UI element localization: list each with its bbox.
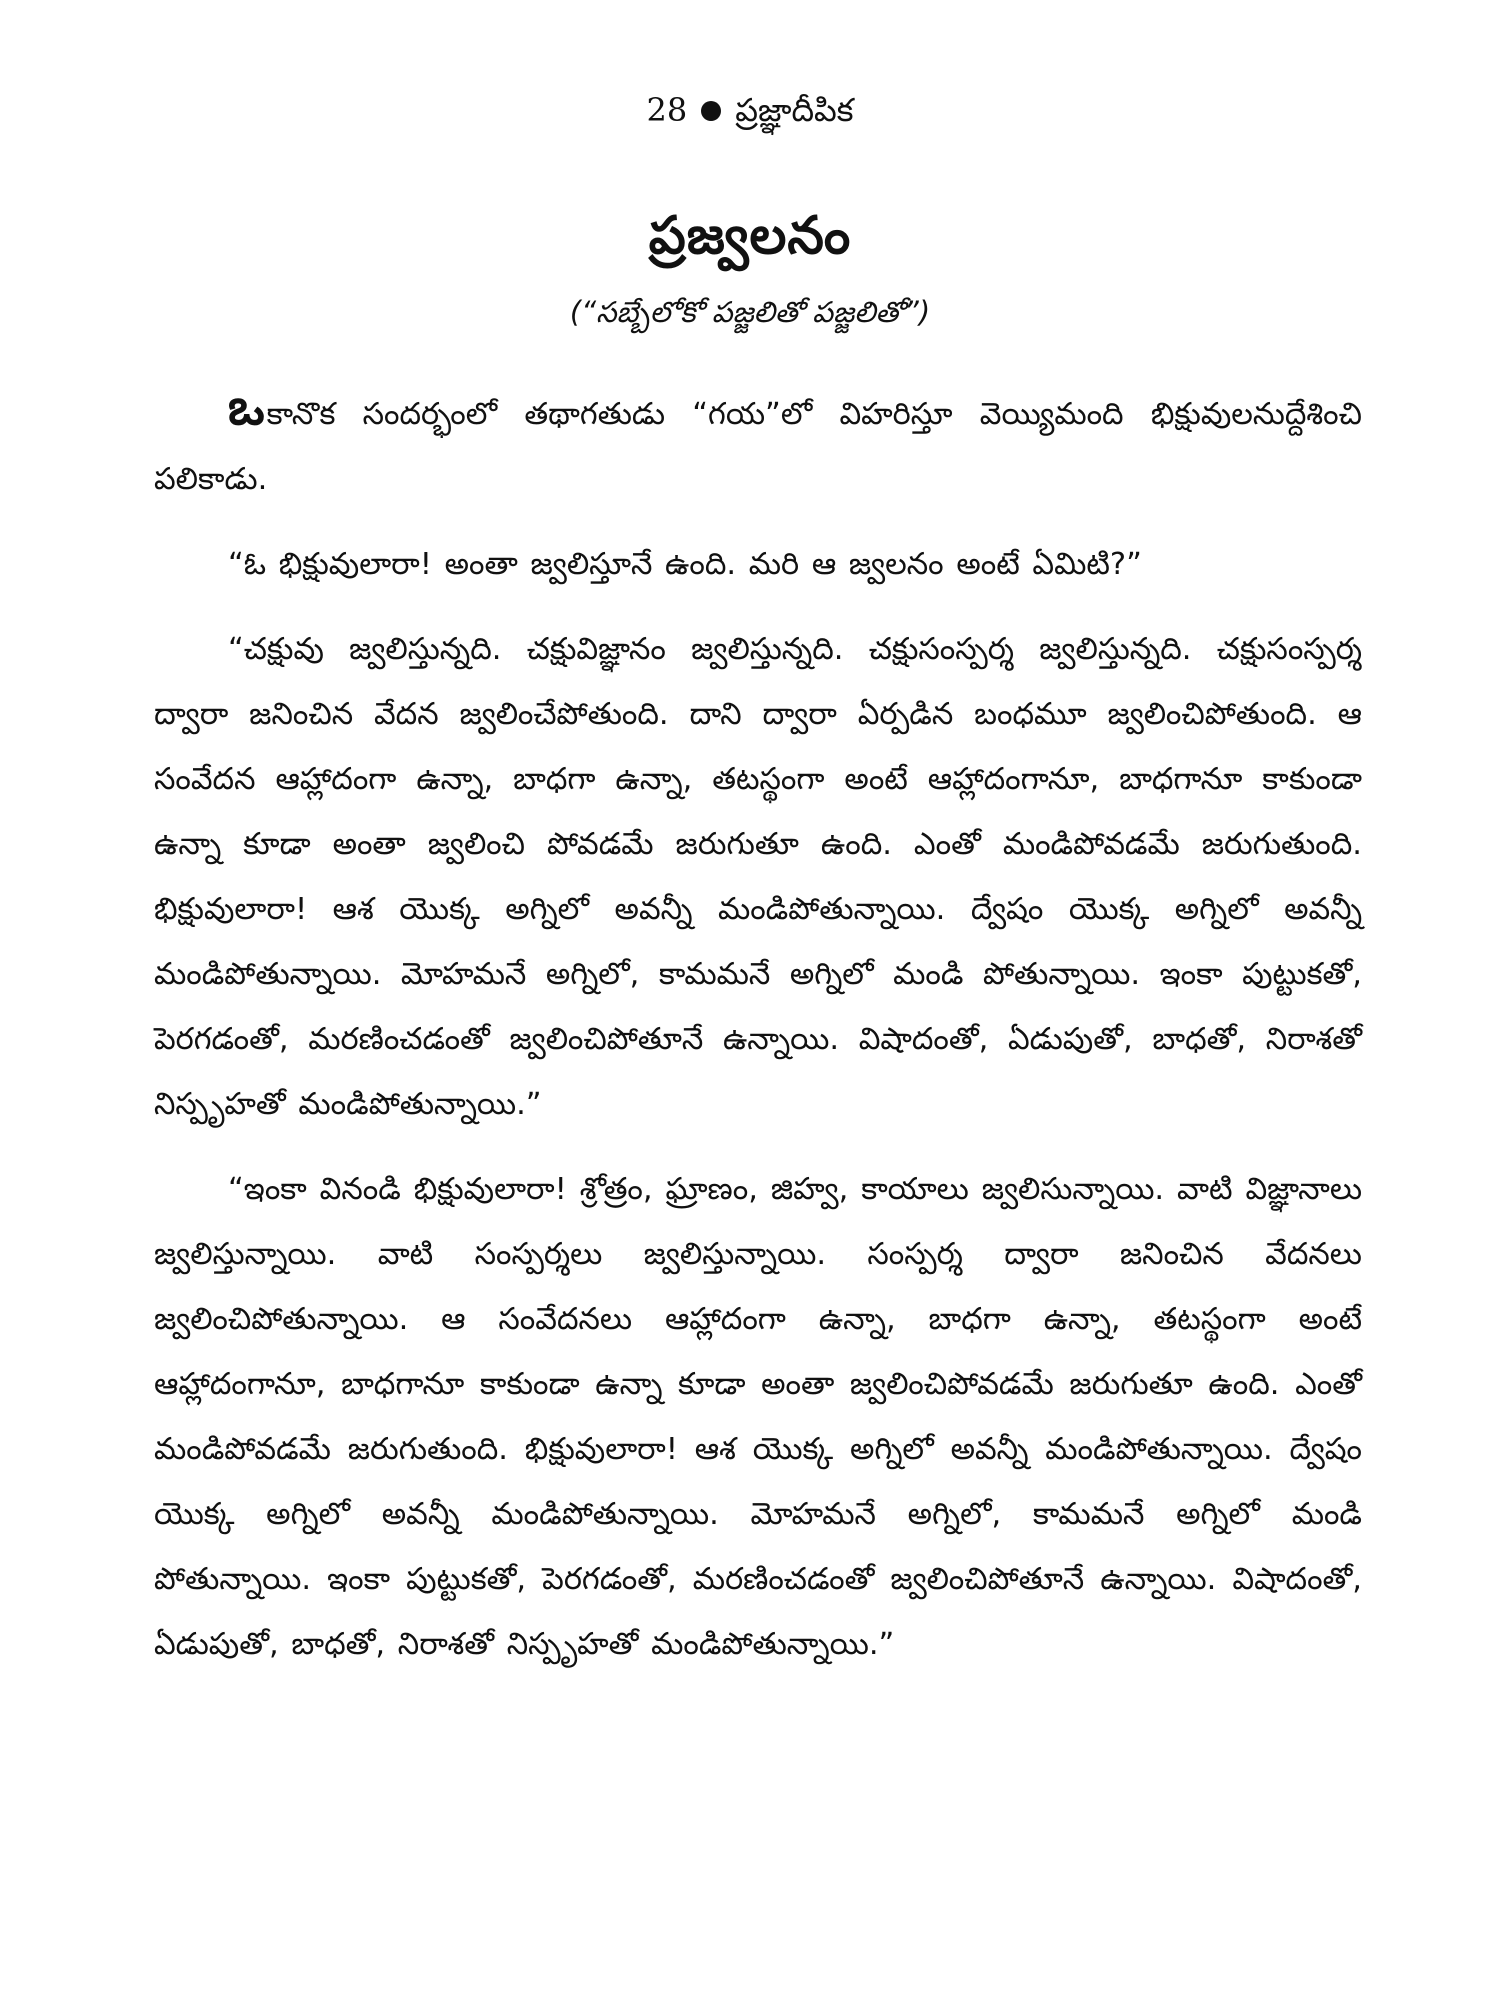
chapter-subtitle: (“సబ్బేలోకో పజ్జలితో పజ్జలితో”) <box>569 295 931 329</box>
paragraph-4: “ఇంకా వినండి భిక్షువులారా! శ్రోత్రం, ఘ్రాణం, జిహ్వ, కాయాలు జ్వలిసున్నాయి. వాటి విజ్ఞానాలు జ్వలిస్తున్నాయి. వాటి సంస్పర్శలు జ్వలిస్తున్నాయి. సంస్పర్శ ద్వారా జనించిన వేదనలు జ్వలించిపోతున్నాయి. ఆ సంవేదనలు ఆహ్లాదంగా ఉన్నా, బాధగా ఉన్నా, తటస్థంగా అంటే ఆహ్లాదంగానూ, బాధగానూ కాకుండా ఉన్నా కూడా అంతా జ్వలించిపోవడమే జరుగుతూ ఉంది. ఎంతో మండిపోవడమే జరుగుతుంది. భిక్షువులారా! ఆశ యొక్క అగ్నిలో అవన్నీ మండిపోతున్నాయి. ద్వేషం యొక్క అగ్నిలో అవన్నీ మండిపోతున్నాయి. మోహమనే అగ్నిలో, కామమనే అగ్నిలో మండి పోతున్నాయి. ఇంకా పుట్టుకతో, పెరగడంతో, మరణించడంతో జ్వలించిపోతూనే ఉన్నాయి. విషాదంతో, ఏడుపుతో, బాధతో, నిరాశతో నిస్పృహతో మండిపోతున్నాయి.” <box>154 1172 1362 1662</box>
bullet-separator-icon <box>701 101 721 121</box>
paragraph-3: “చక్షువు జ్వలిస్తున్నది. చక్షువిజ్ఞానం జ్వలిస్తున్నది. చక్షుసంస్పర్శ జ్వలిస్తున్నది. చక్షుసంస్పర్శ ద్వారా జనించిన వేదన జ్వలించేపోతుంది. దాని ద్వారా ఏర్పడిన బంధమూ జ్వలించిపోతుంది. ఆ సంవేదన ఆహ్లాదంగా ఉన్నా, బాధగా ఉన్నా, తటస్థంగా అంటే ఆహ్లాదంగానూ, బాధగానూ కాకుండా ఉన్నా కూడా అంతా జ్వలించి పోవడమే జరుగుతూ ఉంది. ఎంతో మండిపోవడమే జరుగుతుంది. భిక్షువులారా! ఆశ యొక్క అగ్నిలో అవన్నీ మండిపోతున్నాయి. ద్వేషం యొక్క అగ్నిలో అవన్నీ మండిపోతున్నాయి. మోహమనే అగ్నిలో, కామమనే అగ్నిలో మండి పోతున్నాయి. ఇంకా పుట్టుకతో, పెరగడంతో, మరణించడంతో జ్వలించిపోతూనే ఉన్నాయి. విషాదంతో, ఏడుపుతో, బాధతో, నిరాశతో నిస్పృహతో మండిపోతున్నాయి.” <box>154 632 1362 1122</box>
page-number: 28 <box>646 91 688 129</box>
body-text <box>154 378 1362 1697</box>
paragraph-1 <box>154 378 1362 512</box>
running-header <box>0 88 1500 132</box>
paragraph-2: “ఓ భిక్షువులారా! అంతా జ్వలిస్తూనే ఉంది. మరి ఆ జ్వలనం అంటే ఏమిటి?” <box>228 547 1142 582</box>
drop-cap: ఒ <box>228 378 265 436</box>
book-title: ప్రజ్ఞాదీపిక <box>735 91 854 129</box>
chapter-title: ప్రజ్వలనం <box>648 206 852 266</box>
paragraph-1-text: కానొక సందర్భంలో తథాగతుడు “గయ”లో విహరిస్తూ వెయ్యిమంది భిక్షువులనుద్దేశించి పలికాడు. <box>154 397 1362 497</box>
